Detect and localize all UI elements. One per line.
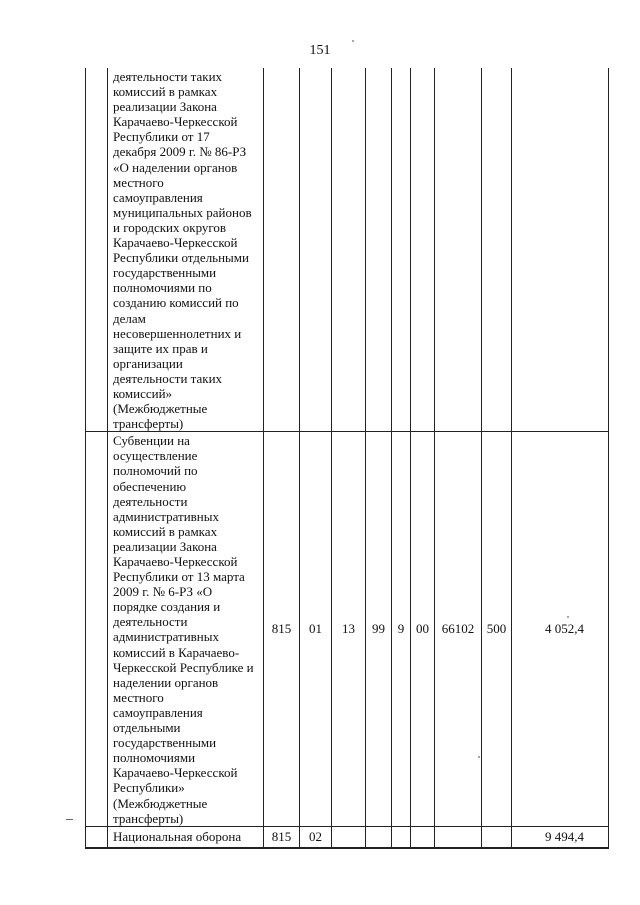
budget-table	[85, 68, 609, 849]
section-code-cell: 02	[300, 826, 332, 848]
scan-mark	[352, 40, 354, 42]
group-code-cell: 00	[411, 432, 435, 826]
item-name-cell: Субвенции на осуществление полномочий по обеспечению деятельности административных комиссий в рамках реализации Закона Карачаево-Черкесской Республики от 13 марта 2009 г. № 6-РЗ «О порядке создания и деятельности административных комиссий в Карачаево- Черкесской Республике и наделении органов местного самоуправления отдельными государственными полномочиями Карачаево-Черкесской Республики» (Межбюджетные трансферты)	[108, 432, 264, 826]
ministry-code-cell	[264, 68, 300, 432]
number-cell	[86, 68, 108, 432]
ministry-code-cell: 815	[264, 432, 300, 826]
number-cell	[86, 826, 108, 848]
scan-mark	[66, 819, 73, 820]
number-cell	[86, 432, 108, 826]
subprogram-code-cell: 9	[392, 432, 411, 826]
subprogram-code-cell	[392, 68, 411, 432]
article-code-cell: 66102	[435, 432, 482, 826]
table-row	[86, 68, 609, 432]
expense-type-cell	[482, 68, 512, 432]
article-code-cell	[435, 826, 482, 848]
table-row	[86, 826, 609, 848]
section-code-cell: 01	[300, 432, 332, 826]
subsection-code-cell: 13	[332, 432, 366, 826]
table-row	[86, 432, 609, 826]
amount-cell: 4 052,4	[512, 432, 609, 826]
amount-cell: 9 494,4	[512, 826, 609, 848]
subsection-code-cell	[332, 68, 366, 432]
expense-type-cell	[482, 826, 512, 848]
page-number: 151	[309, 43, 331, 58]
subprogram-code-cell	[392, 826, 411, 848]
amount-cell	[512, 68, 609, 432]
article-code-cell	[435, 68, 482, 432]
expense-type-cell: 500	[482, 432, 512, 826]
section-code-cell	[300, 68, 332, 432]
group-code-cell	[411, 68, 435, 432]
scan-mark	[478, 756, 480, 758]
scan-mark	[567, 616, 569, 618]
program-code-cell: 99	[366, 432, 392, 826]
program-code-cell	[366, 826, 392, 848]
item-name-cell: деятельности таких комиссий в рамках реализации Закона Карачаево-Черкесской Республики от 17 декабря 2009 г. № 86-РЗ «О наделении органов местного самоуправления муниципальных районов и городских округов Карачаево-Черкесской Республики отдельными государственными полномочиями по созданию комиссий по делам несовершеннолетних и защите их прав и организации деятельности таких комиссий» (Межбюджетные трансферты)	[108, 68, 264, 432]
ministry-code-cell: 815	[264, 826, 300, 848]
item-name-cell: Национальная оборона	[108, 826, 264, 848]
group-code-cell	[411, 826, 435, 848]
subsection-code-cell	[332, 826, 366, 848]
program-code-cell	[366, 68, 392, 432]
